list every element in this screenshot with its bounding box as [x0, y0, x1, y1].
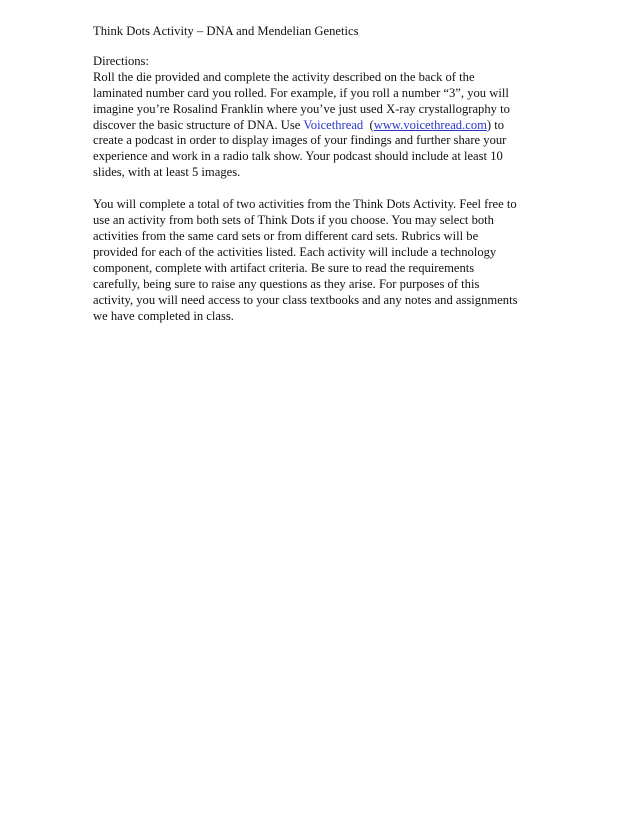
directions-paragraph — [93, 70, 553, 181]
paragraph-line: provided for each of the activities listed. Each activity will include a technology — [93, 244, 497, 259]
line-text: discover the basic structure of DNA. Use — [93, 117, 304, 132]
paragraph-line: activities from the same card sets or from different card sets. Rubrics will be — [93, 228, 479, 243]
paragraph-line: we have completed in class. — [93, 308, 234, 323]
paragraph-line: component, complete with artifact criteria. Be sure to read the requirements — [93, 260, 475, 275]
paragraph-line — [93, 118, 553, 134]
paragraph-line: imagine you’re Rosalind Franklin where you’ve just used X-ray crystallography to — [93, 101, 510, 116]
spacer — [93, 181, 553, 197]
paragraph-line: use an activity from both sets of Think Dots if you choose. You may select both — [93, 213, 494, 228]
voicethread-url-link[interactable]: www.voicethread.com — [373, 117, 487, 132]
document-body — [93, 24, 553, 324]
voicethread-link[interactable]: Voicethread — [303, 117, 364, 132]
paragraph-line: laminated number card you rolled. For example, if you roll a number “3”, you will — [93, 85, 509, 100]
document-title: Think Dots Activity – DNA and Mendelian Genetics — [93, 24, 359, 38]
paragraph-line: create a podcast in order to display images of your findings and further share your — [93, 133, 507, 148]
paragraph-line: experience and work in a radio talk show. Your podcast should include at least 10 — [93, 149, 503, 164]
line-text: ( — [363, 117, 374, 132]
paragraph-line: slides, with at least 5 images. — [93, 165, 241, 180]
spacer — [93, 40, 553, 54]
paragraph-line: Roll the die provided and complete the activity described on the back of the — [93, 69, 475, 84]
paragraph-line: activity, you will need access to your class textbooks and any notes and assignments — [93, 292, 518, 307]
line-text: ) to — [486, 117, 505, 132]
paragraph-line: You will complete a total of two activities from the Think Dots Activity. Feel free to — [93, 197, 517, 212]
activity-paragraph — [93, 197, 553, 324]
paragraph-line: carefully, being sure to raise any questions as they arise. For purposes of this — [93, 276, 480, 291]
directions-heading: Directions: — [93, 53, 149, 68]
